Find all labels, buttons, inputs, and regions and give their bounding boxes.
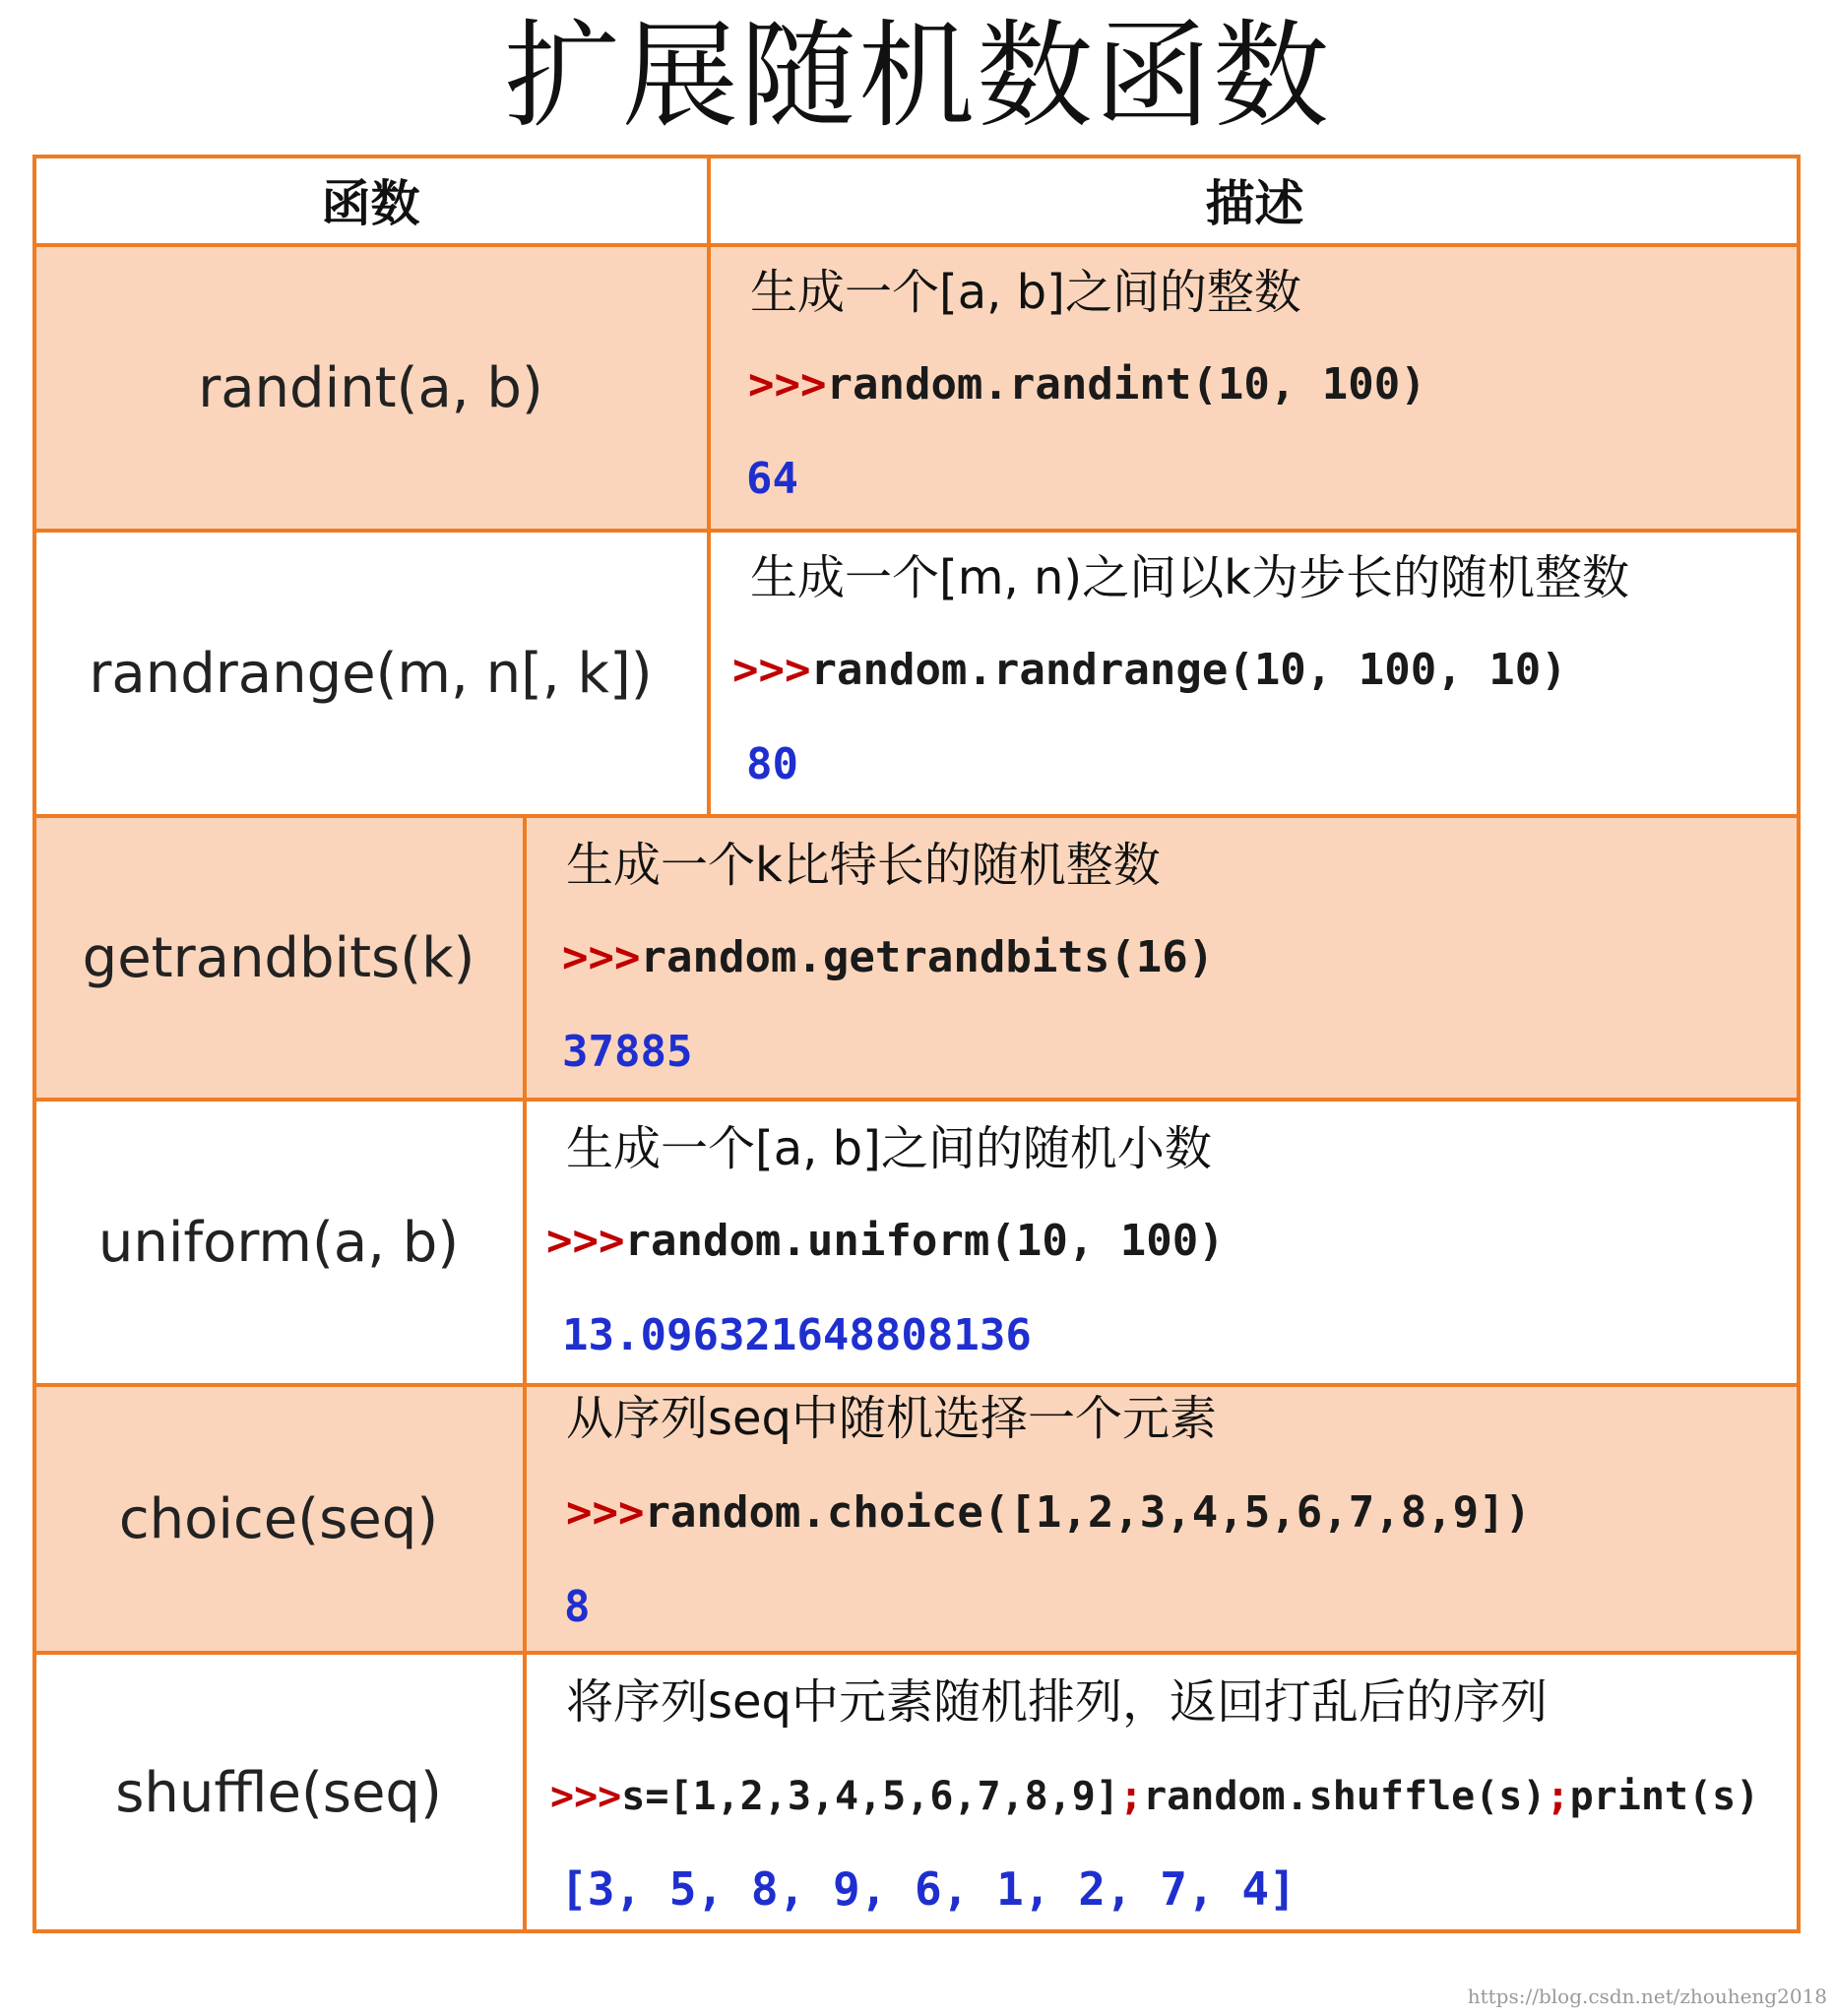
table-row — [32, 1385, 1801, 1653]
table-row — [32, 1100, 1801, 1385]
page-title: 扩展随机数函数 — [503, 8, 1331, 144]
code-example — [562, 928, 1214, 987]
code-output: 8 — [564, 1582, 591, 1632]
border-line — [32, 1383, 1801, 1387]
description-text: 将序列seq中元素随机排列，返回打乱后的序列 — [566, 1674, 1549, 1730]
border-line — [1797, 155, 1801, 1933]
code-text: s=[1,2,3,4,5,6,7,8,9] — [621, 1774, 1119, 1819]
table-row — [32, 816, 1801, 1100]
code-example — [566, 1483, 1531, 1543]
code-example — [748, 355, 1426, 414]
function-table — [32, 155, 1801, 1933]
prompt-symbol: >>> — [566, 1487, 645, 1538]
description-cell — [525, 1100, 1801, 1385]
header-description: 描述 — [1205, 175, 1304, 232]
prompt-symbol: >>> — [562, 932, 641, 982]
table-row — [32, 531, 1801, 816]
watermark: https://blog.csdn.net/zhouheng2018 — [1467, 1984, 1827, 2008]
code-text: random.uniform(10, 100) — [624, 1216, 1225, 1266]
border-line — [32, 243, 1801, 247]
function-name: shuffle(seq) — [115, 1761, 442, 1825]
prompt-symbol: >>> — [732, 645, 811, 695]
code-text: random.getrandbits(16) — [640, 932, 1215, 982]
border-line — [707, 155, 711, 816]
description-text: 生成一个k比特长的随机整数 — [566, 838, 1161, 893]
header-function: 函数 — [321, 175, 420, 232]
border-line — [32, 1651, 1801, 1655]
code-text: random.shuffle(s) — [1143, 1774, 1547, 1819]
code-example — [546, 1212, 1225, 1271]
semicolon: ; — [1118, 1774, 1144, 1819]
function-name: getrandbits(k) — [82, 925, 475, 990]
description-cell — [525, 1385, 1801, 1653]
prompt-symbol: >>> — [546, 1216, 625, 1266]
code-text: random.randint(10, 100) — [826, 359, 1426, 410]
function-name: randrange(m, n[, k]) — [89, 641, 653, 706]
code-output: 80 — [746, 739, 798, 789]
code-text: random.randrange(10, 100, 10) — [810, 645, 1567, 695]
code-text: print(s) — [1569, 1774, 1760, 1819]
description-text: 生成一个[a, b]之间的整数 — [750, 265, 1301, 320]
description-text: 从序列seq中随机选择一个元素 — [566, 1391, 1218, 1446]
code-output: 37885 — [562, 1027, 693, 1077]
code-example — [550, 1767, 1759, 1826]
function-name: uniform(a, b) — [97, 1210, 460, 1275]
prompt-symbol: >>> — [550, 1774, 622, 1819]
table-header — [32, 155, 1801, 245]
description-cell — [525, 1653, 1801, 1933]
description-text: 生成一个[a, b]之间的随机小数 — [566, 1121, 1212, 1176]
border-line — [32, 155, 1801, 158]
border-line — [32, 155, 36, 1933]
border-line — [32, 1098, 1801, 1102]
code-example — [732, 641, 1567, 700]
border-line — [523, 814, 527, 1933]
border-line — [32, 1929, 1801, 1933]
description-text: 生成一个[m, n)之间以k为步长的随机整数 — [750, 550, 1629, 605]
code-output: [3, 5, 8, 9, 6, 1, 2, 7, 4] — [560, 1862, 1297, 1916]
description-cell — [525, 816, 1801, 1100]
function-name: choice(seq) — [118, 1486, 439, 1551]
table-row — [32, 1653, 1801, 1933]
code-output: 64 — [746, 454, 798, 504]
prompt-symbol: >>> — [748, 359, 827, 410]
border-line — [32, 814, 1801, 818]
description-cell — [709, 245, 1801, 531]
description-cell — [709, 531, 1801, 816]
function-name: randint(a, b) — [198, 355, 543, 420]
code-output: 13.096321648808136 — [562, 1310, 1032, 1360]
code-text: random.choice([1,2,3,4,5,6,7,8,9]) — [644, 1487, 1532, 1538]
semicolon: ; — [1546, 1774, 1570, 1819]
border-line — [32, 529, 1801, 533]
table-row — [32, 245, 1801, 531]
